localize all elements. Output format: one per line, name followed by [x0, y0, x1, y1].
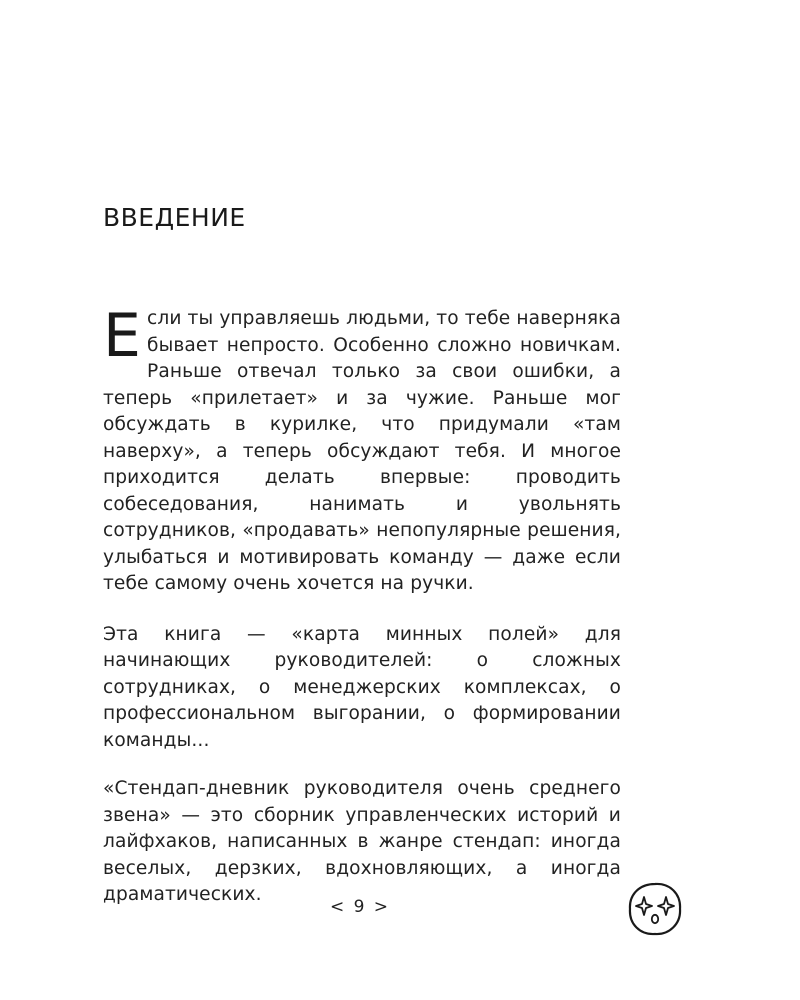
- paragraph-1: [103, 301, 621, 598]
- page-number: < 9 >: [329, 897, 391, 917]
- drop-cap: Е: [103, 301, 142, 371]
- page-title: ВВЕДЕНИЕ: [103, 203, 246, 232]
- surprised-face-sparkles-icon: [626, 880, 684, 938]
- paragraph-3: «Стендап-дневник руководителя очень среднего звена» — это сборник управленческих историй и лайфхаков, написанных в жанре стендап: иногда веселых, дерзких, вдохновляющих, а иногда драматических.: [103, 778, 621, 905]
- body-text: [103, 301, 621, 931]
- paragraph-2: Эта книга — «карта минных полей» для начинающих руководителей: о сложных сотрудниках, о менеджерских комплексах, о профессиональном выгорании, о формировании команды...: [103, 623, 621, 751]
- paragraph-1-text: сли ты управляешь людьми, то тебе наверняка бывает непросто. Особенно сложно новичкам. Раньше отвечал только за свои ошибки, а теперь «прилетает» и за чужие. Раньше мог обсуждать в курилке, что придумали «там наверху», а теперь обсуждают тебя. И многое приходится делать впервые: проводить собеседования, нанимать и увольнять сотрудников, «продавать» непопулярные решения, улыбаться и мотивировать команду — даже если тебе самому очень хочется на ручки.: [103, 308, 621, 594]
